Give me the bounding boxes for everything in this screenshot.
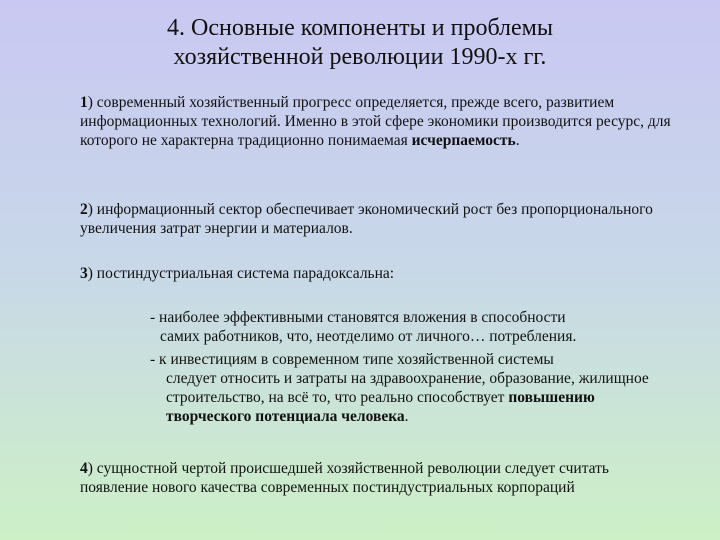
- bullet-2-bold: повышению творческого потенциала человека: [166, 389, 595, 425]
- point-2: [80, 200, 680, 238]
- point-2-text: ) информационный сектор обеспечивает экономический рост без пропорционального увеличения затрат энергии и материалов.: [80, 201, 653, 237]
- point-4: [80, 459, 680, 497]
- bullet-1: [150, 308, 670, 346]
- bullet-1-rest: самих работников, что, неотделимо от личного… потребления.: [160, 328, 577, 345]
- bullet-2-line1: - к инвестициям в современном типе хозяйственной системы: [150, 351, 554, 368]
- bullet-2-rest-block: [150, 369, 656, 426]
- title-line-2: хозяйственной революции 1990-х гг.: [173, 44, 547, 70]
- bullet-2-end: .: [404, 408, 409, 425]
- point-4-number: 4: [80, 460, 88, 477]
- point-3-text: ) постиндустриальная система парадоксальна:: [87, 265, 395, 282]
- title-line-1: 4. Основные компоненты и проблемы: [167, 15, 553, 41]
- point-3: [80, 264, 680, 283]
- bullet-2-rest: следует относить и затраты на здравоохранение, образование, жилищное строительство, на всё то, что реально способствует: [166, 370, 649, 406]
- point-1-number: 1: [80, 94, 88, 111]
- point-1-end: .: [515, 132, 520, 149]
- point-4-text: ) сущностной чертой происшедшей хозяйственной революции следует считать появление нового качества современных постиндустриальных корпораций: [80, 460, 609, 496]
- point-2-number: 2: [80, 201, 88, 218]
- point-3-number: 3: [80, 265, 88, 282]
- point-1-bold: исчерпаемость: [411, 132, 516, 149]
- point-1: [80, 93, 680, 150]
- point-1-text: ) современный хозяйственный прогресс определяется, прежде всего, развитием информационных технологий. Именно в этой сфере экономики производится ресурс, для которого не характерна традиционно понимаемая: [80, 94, 671, 149]
- bullet-1-line1: - наиболее эффективными становятся вложения в способности: [150, 309, 566, 326]
- slide-title: [0, 14, 720, 72]
- bullet-2: [150, 350, 670, 426]
